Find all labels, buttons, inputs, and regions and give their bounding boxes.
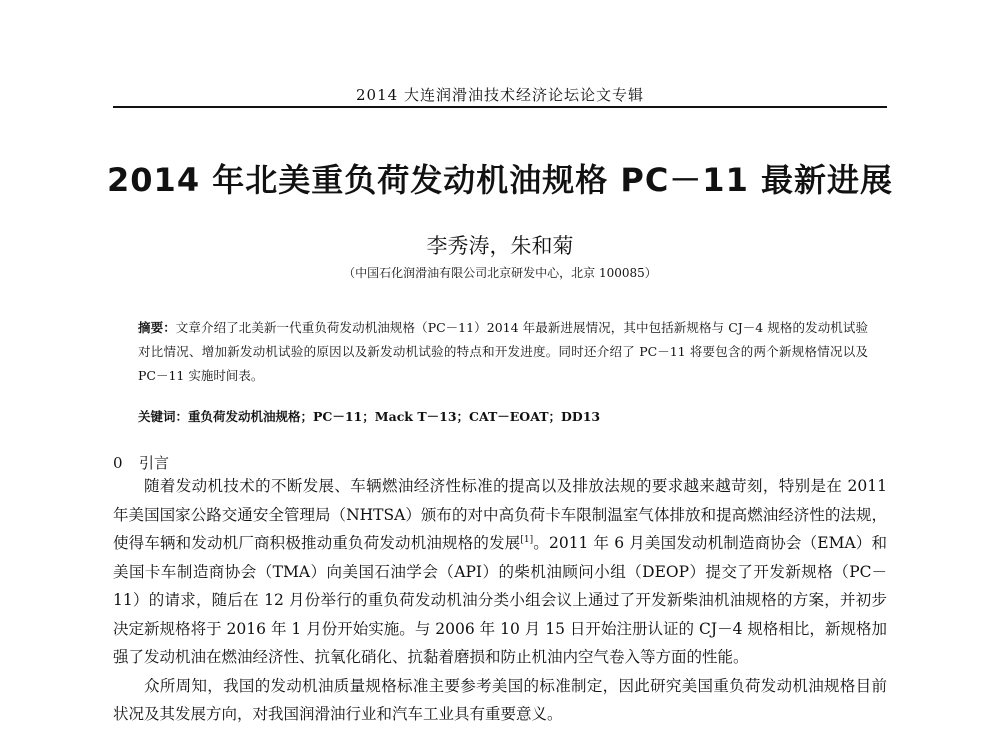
- keywords: [138, 405, 868, 429]
- section-title: 引言: [139, 454, 170, 472]
- keywords-label: 关键词：: [138, 409, 189, 424]
- abstract-label: 摘要：: [138, 320, 176, 335]
- abstract-text: 文章介绍了北美新一代重负荷发动机油规格（PC－11）2014 年最新进展情况，其中包括新规格与 CJ－4 规格的发动机试验对比情况、增加新发动机试验的原因以及新发动机试验的特点和开发进度。同时还介绍了 PC－11 将要包含的两个新规格情况以及 PC－11 实施时间表。: [138, 320, 868, 383]
- article-title: 2014 年北美重负荷发动机油规格 PC－11 最新进展: [107, 161, 893, 199]
- body-text: [113, 472, 887, 729]
- paragraph-1: [113, 472, 887, 672]
- paragraph-2: 众所周知，我国的发动机油质量规格标准主要参考美国的标准制定，因此研究美国重负荷发动机油规格目前状况及其发展方向，对我国润滑油行业和汽车工业具有重要意义。: [113, 676, 887, 723]
- header-rule: [113, 106, 887, 108]
- abstract: [138, 316, 868, 388]
- running-header: 2014 大连润滑油技术经济论坛论文专辑: [356, 86, 644, 104]
- authors: 李秀涛，朱和菊: [426, 234, 574, 258]
- paragraph-1-text-a: 随着发动机技术的不断发展、车辆燃油经济性标准的提高以及排放法规的要求越来越苛刻，特别是在 2011 年美国国家公路交通安全管理局（NHTSA）颁布的对中高负荷卡车限制温室气体排放和提高燃油经济性的法规，使得车辆和发动机厂商积极推动重负荷发动机油规格的发展: [113, 477, 887, 552]
- citation-ref: [1]: [520, 534, 534, 545]
- section-number: 0: [113, 454, 123, 472]
- section-heading: [113, 452, 169, 473]
- affiliation: （中国石化润滑油有限公司北京研发中心，北京 100085）: [343, 266, 657, 280]
- keywords-text: 重负荷发动机油规格；PC－11；Mack T－13；CAT－EOAT；DD13: [188, 409, 601, 424]
- paragraph-1-text-b: 。2011 年 6 月美国发动机制造商协会（EMA）和美国卡车制造商协会（TMA）向美国石油学会（API）的柴机油顾问小组（DEOP）提交了开发新规格（PC－11）的请求，随后在 12 月份举行的重负荷发动机油分类小组会议上通过了开发新柴油机油规格的方案，并初步决定新规格将于 2016 年 1 月份开始实施。与 2006 年 10 月 15 日开始注册认证的 CJ－4 规格相比，新规格加强了发动机油在燃油经济性、抗氧化硝化、抗黏着磨损和防止机油内空气卷入等方面的性能。: [113, 534, 887, 666]
